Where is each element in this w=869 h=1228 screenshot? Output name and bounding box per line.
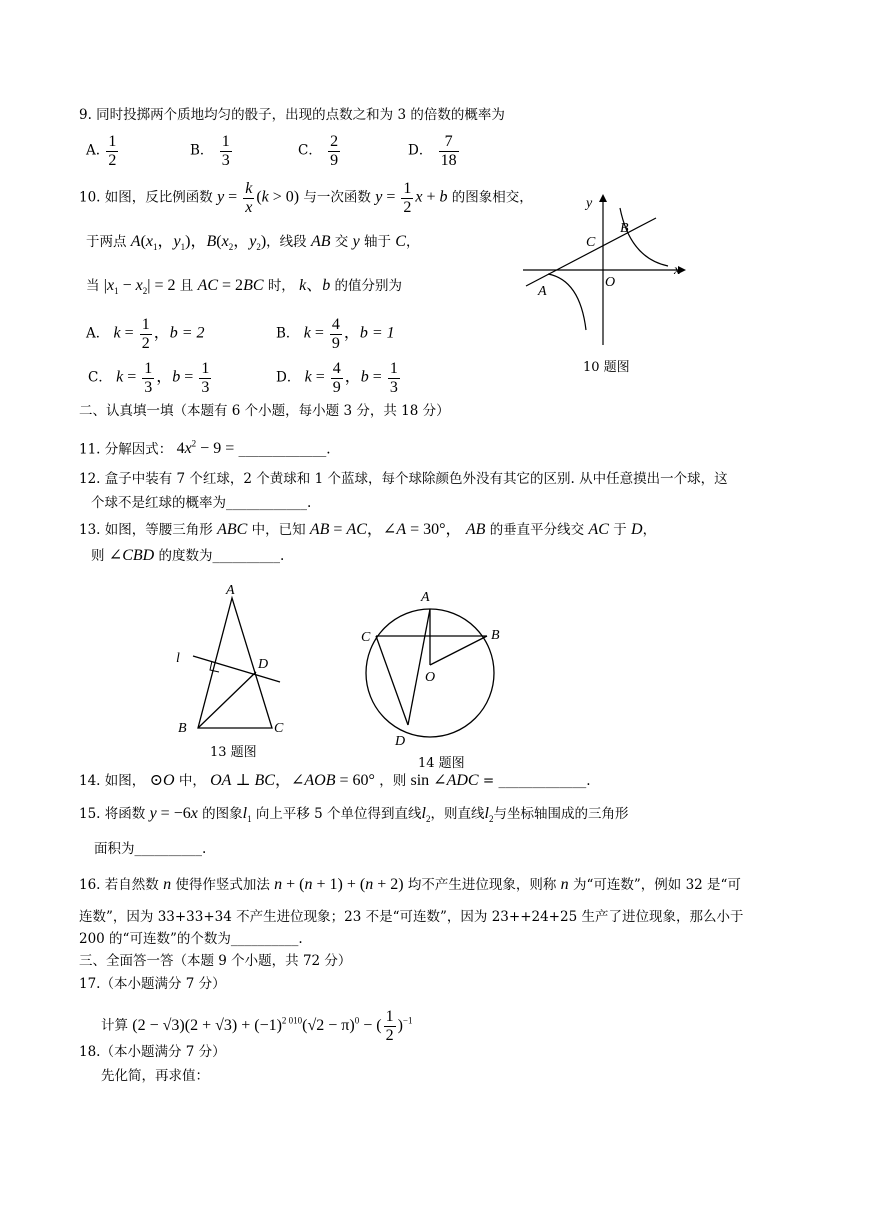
svg-text:C: C bbox=[586, 235, 596, 250]
q17-header: 17.（本小题满分 7 分） bbox=[79, 976, 226, 992]
svg-text:B: B bbox=[178, 721, 187, 736]
svg-text:O: O bbox=[605, 275, 616, 290]
q10-option-a: A． k = $\frac{1}{2}$ ，b = 2 bbox=[86, 316, 205, 352]
figure-13 bbox=[168, 580, 298, 744]
q9-option-c bbox=[298, 133, 342, 169]
q15-line1: 15. 将函数 y = −6x 的图象$l_1$ 向上平移 5 个单位得到直线$l_2$，则直线$l_2$与坐标轴围成的三角形 bbox=[79, 805, 629, 825]
fraction: $\frac{2}{9}$ bbox=[330, 133, 339, 169]
svg-text:y: y bbox=[586, 196, 593, 211]
q14: 14. 如图， ⊙O 中， OA ⊥ BC，∠AOB = 60° ，则 sin ∠ADC = _____________. bbox=[79, 772, 591, 789]
q9-option-d bbox=[408, 133, 461, 169]
svg-text:l: l bbox=[176, 651, 180, 666]
fraction: $\frac{1}{2}$ bbox=[108, 133, 117, 169]
svg-text:A: A bbox=[226, 583, 235, 598]
q10-option-c: C． k = $\frac{1}{3}$ ，b = $\frac{1}{3}$ bbox=[88, 360, 210, 396]
q12-line1: 12. 盒子中装有 7 个红球，2 个黄球和 1 个蓝球，每个球除颜色外没有其它的区别. 从中任意摸出一个球，这 bbox=[79, 471, 728, 487]
svg-text:C: C bbox=[274, 721, 284, 736]
q16-line1: 16. 若自然数 n 使得作竖式加法 n + (n + 1) + (n + 2) 均不产生进位现象，则称 n 为“可连数”，例如 32 是“可 bbox=[79, 876, 741, 893]
q13-line1: 13. 如图，等腰三角形 ABC 中，已知 AB = AC，∠A = 30°， AB 的垂直平分线交 AC 于 D， bbox=[79, 521, 657, 538]
section-2-heading: 二、认真填一填（本题有 6 个小题，每小题 3 分，共 18 分） bbox=[79, 403, 450, 419]
svg-text:x: x bbox=[674, 263, 681, 278]
q10-line2: 于两点 $A(x_1$，$y_1$)，$B(x_2$，$y_2$)，线段 AB 交 y 轴于 C， bbox=[86, 233, 420, 253]
q9-option-a bbox=[86, 133, 120, 169]
option-label: D． bbox=[408, 142, 433, 159]
q17-expression: 计算 $(2 - √3)(2 + √3) + (-1)^{2 010}(√2 - \pi)^0$ − ( $\frac{1}{2}$ )$^{-1}$ bbox=[101, 1008, 413, 1044]
fraction: $\frac{1}{3}$ bbox=[221, 133, 230, 169]
q12-line2: 个球不是红球的概率为____________. bbox=[91, 495, 312, 511]
q16-line2: 连数”，因为 33+33+34 不产生进位现象；23 不是“可连数”，因为 23++24+25 生产了进位现象，那么小于 bbox=[79, 909, 744, 925]
option-label: C． bbox=[298, 142, 322, 159]
q11: 11. 分解因式： $4x^2 - 9$ = _____________. bbox=[79, 439, 331, 458]
svg-text:A: A bbox=[421, 590, 430, 605]
q10-option-d: D． k = $\frac{4}{9}$ ，b = $\frac{1}{3}$ bbox=[276, 360, 398, 396]
q13-line2: 则 ∠CBD 的度数为__________. bbox=[91, 547, 285, 564]
figure-14-caption: 14 题图 bbox=[418, 756, 465, 771]
q9-stem: 9. 同时投掷两个质地均匀的骰子，出现的点数之和为 3 的倍数的概率为 bbox=[79, 107, 505, 123]
figure-10 bbox=[518, 190, 688, 354]
svg-text:B: B bbox=[491, 628, 500, 643]
figure-10-caption: 10 题图 bbox=[583, 360, 630, 375]
q10-line1: 10. 如图，反比例函数 y = $\frac{k}{x}$ (k > 0) 与一次函数 y = $\frac{1}{2}$ x + b 的图象相交， bbox=[79, 180, 533, 216]
q9-option-b bbox=[190, 133, 234, 169]
section-3-heading: 三、全面答一答（本题 9 个小题，共 72 分） bbox=[79, 953, 352, 969]
option-label: A. bbox=[86, 142, 101, 159]
fraction: $\frac{7}{18}$ bbox=[440, 133, 457, 169]
svg-text:O: O bbox=[425, 670, 436, 685]
svg-text:C: C bbox=[361, 630, 371, 645]
q18-header: 18.（本小题满分 7 分） bbox=[79, 1044, 226, 1060]
q15-line2: 面积为__________. bbox=[94, 841, 207, 857]
q16-line3: 200 的“可连数”的个数为__________. bbox=[79, 931, 303, 947]
svg-text:D: D bbox=[258, 657, 269, 672]
q10-line3: 当 $|x_1 - x_2| = 2$ 且 AC = 2BC 时， k、b 的值分别为 bbox=[86, 277, 403, 297]
q18-text: 先化简，再求值： bbox=[101, 1068, 209, 1084]
svg-text:D: D bbox=[395, 734, 406, 749]
figure-13-caption: 13 题图 bbox=[210, 745, 257, 760]
figure-14 bbox=[355, 585, 515, 754]
svg-text:B: B bbox=[620, 221, 629, 236]
q10-option-b: B． k = $\frac{4}{9}$ ，b = 1 bbox=[276, 316, 395, 352]
option-label: B． bbox=[190, 142, 214, 159]
svg-text:A: A bbox=[538, 284, 547, 299]
